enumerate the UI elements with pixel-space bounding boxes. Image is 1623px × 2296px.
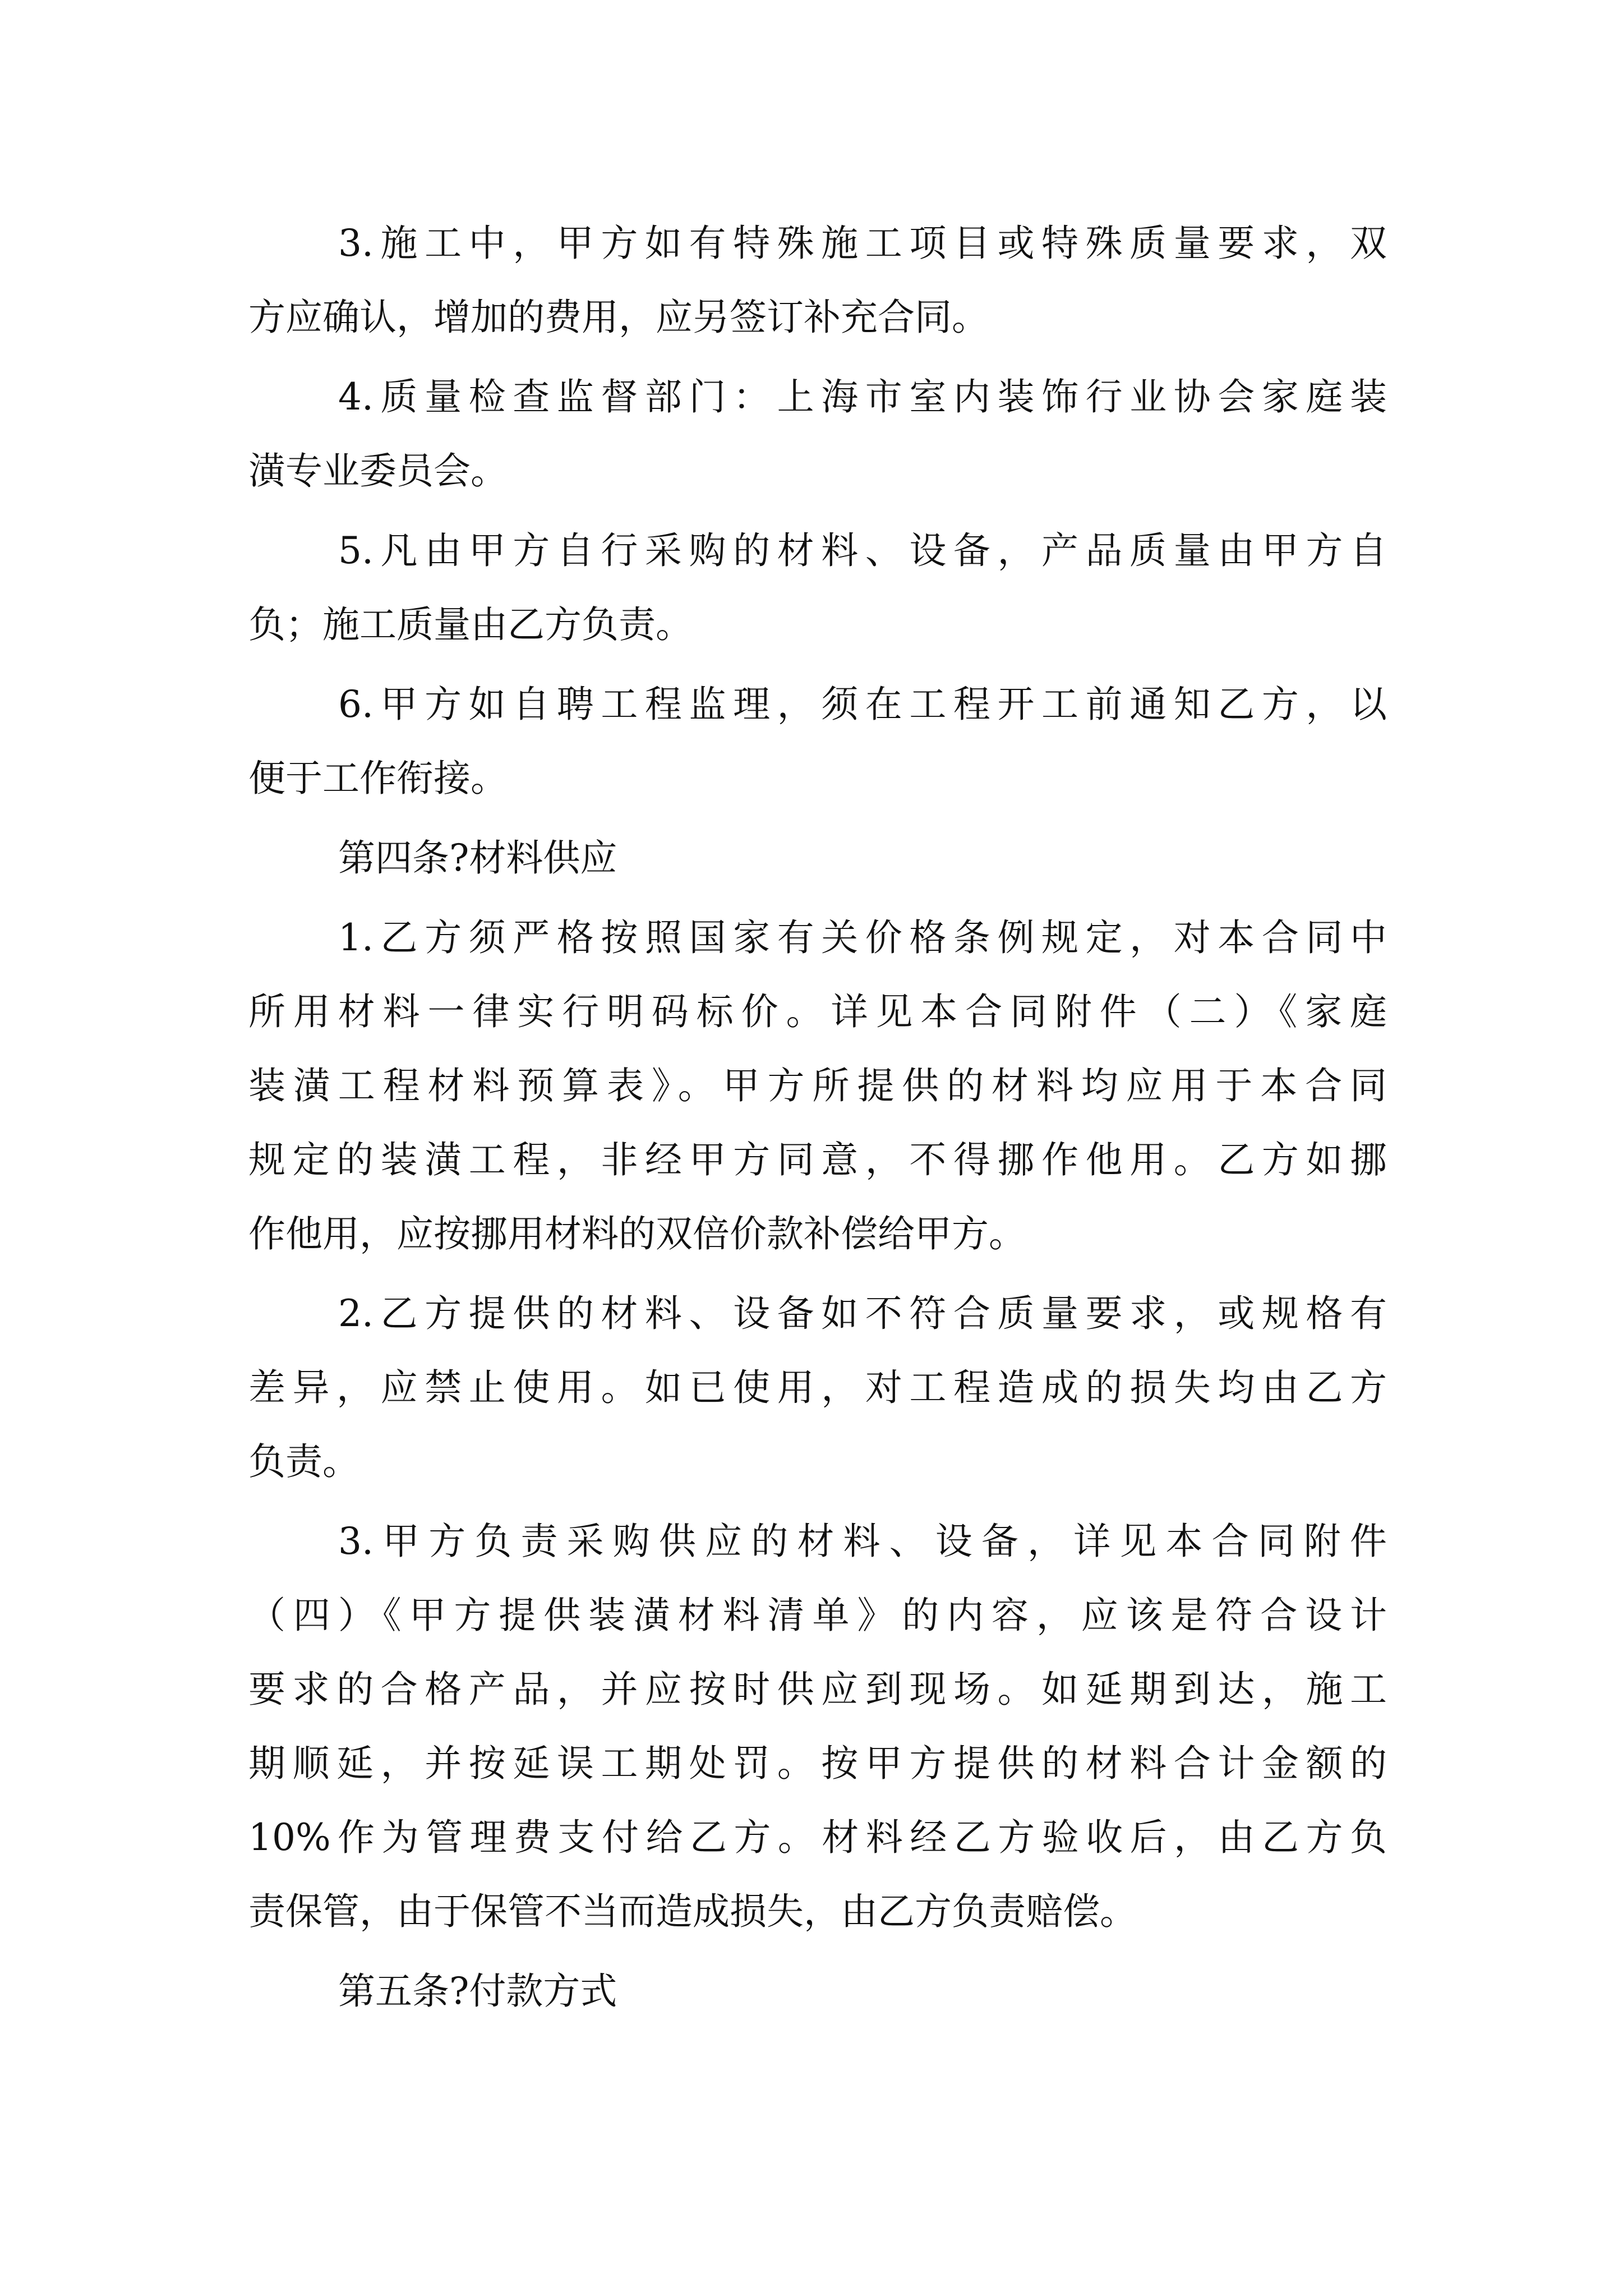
paragraph-line: 差异，应禁止使用。如已使用，对工程造成的损失均由乙方 — [248, 1366, 1387, 1409]
paragraph-line: 6.甲方如自聘工程监理，须在工程开工前通知乙方，以 — [338, 683, 1387, 726]
paragraph-line: 负；施工质量由乙方负责。 — [248, 603, 693, 646]
paragraph-line: 5.凡由甲方自行采购的材料、设备，产品质量由甲方自 — [338, 529, 1387, 572]
paragraph-line: 3.施工中，甲方如有特殊施工项目或特殊质量要求，双 — [338, 222, 1387, 265]
section-heading: 第四条?材料供应 — [338, 836, 617, 880]
paragraph-line: 期顺延，并按延误工期处罚。按甲方提供的材料合计金额的 — [248, 1742, 1387, 1785]
paragraph-line: 规定的装潢工程，非经甲方同意，不得挪作他用。乙方如挪 — [248, 1138, 1387, 1181]
paragraph-line: 作他用，应按挪用材料的双倍价款补偿给甲方。 — [248, 1212, 1026, 1255]
paragraph-line: （四）《甲方提供装潢材料清单》的内容，应该是符合设计 — [248, 1594, 1387, 1637]
paragraph-line: 便于工作衔接。 — [248, 757, 508, 800]
paragraph-line: 1.乙方须严格按照国家有关价格条例规定，对本合同中 — [338, 916, 1387, 959]
section-heading: 第五条?付款方式 — [338, 1970, 617, 2013]
paragraph-line: 方应确认，增加的费用，应另签订补充合同。 — [248, 296, 989, 339]
paragraph-line: 装潢工程材料预算表》。甲方所提供的材料均应用于本合同 — [248, 1064, 1387, 1107]
paragraph-line: 要求的合格产品，并应按时供应到现场。如延期到达，施工 — [248, 1668, 1387, 1711]
paragraph-line: 责保管，由于保管不当而造成损失，由乙方负责赔偿。 — [248, 1890, 1137, 1933]
paragraph-line: 负责。 — [248, 1440, 359, 1483]
paragraph-line: 2.乙方提供的材料、设备如不符合质量要求，或规格有 — [338, 1292, 1387, 1335]
paragraph-line: 4.质量检查监督部门：上海市室内装饰行业协会家庭装 — [338, 375, 1387, 418]
paragraph-line: 3.甲方负责采购供应的材料、设备，详见本合同附件 — [338, 1520, 1387, 1563]
paragraph-line: 所用材料一律实行明码标价。详见本合同附件（二）《家庭 — [248, 990, 1387, 1033]
paragraph-line: 潢专业委员会。 — [248, 449, 508, 493]
paragraph-line: 10%作为管理费支付给乙方。材料经乙方验收后，由乙方负 — [248, 1816, 1387, 1859]
